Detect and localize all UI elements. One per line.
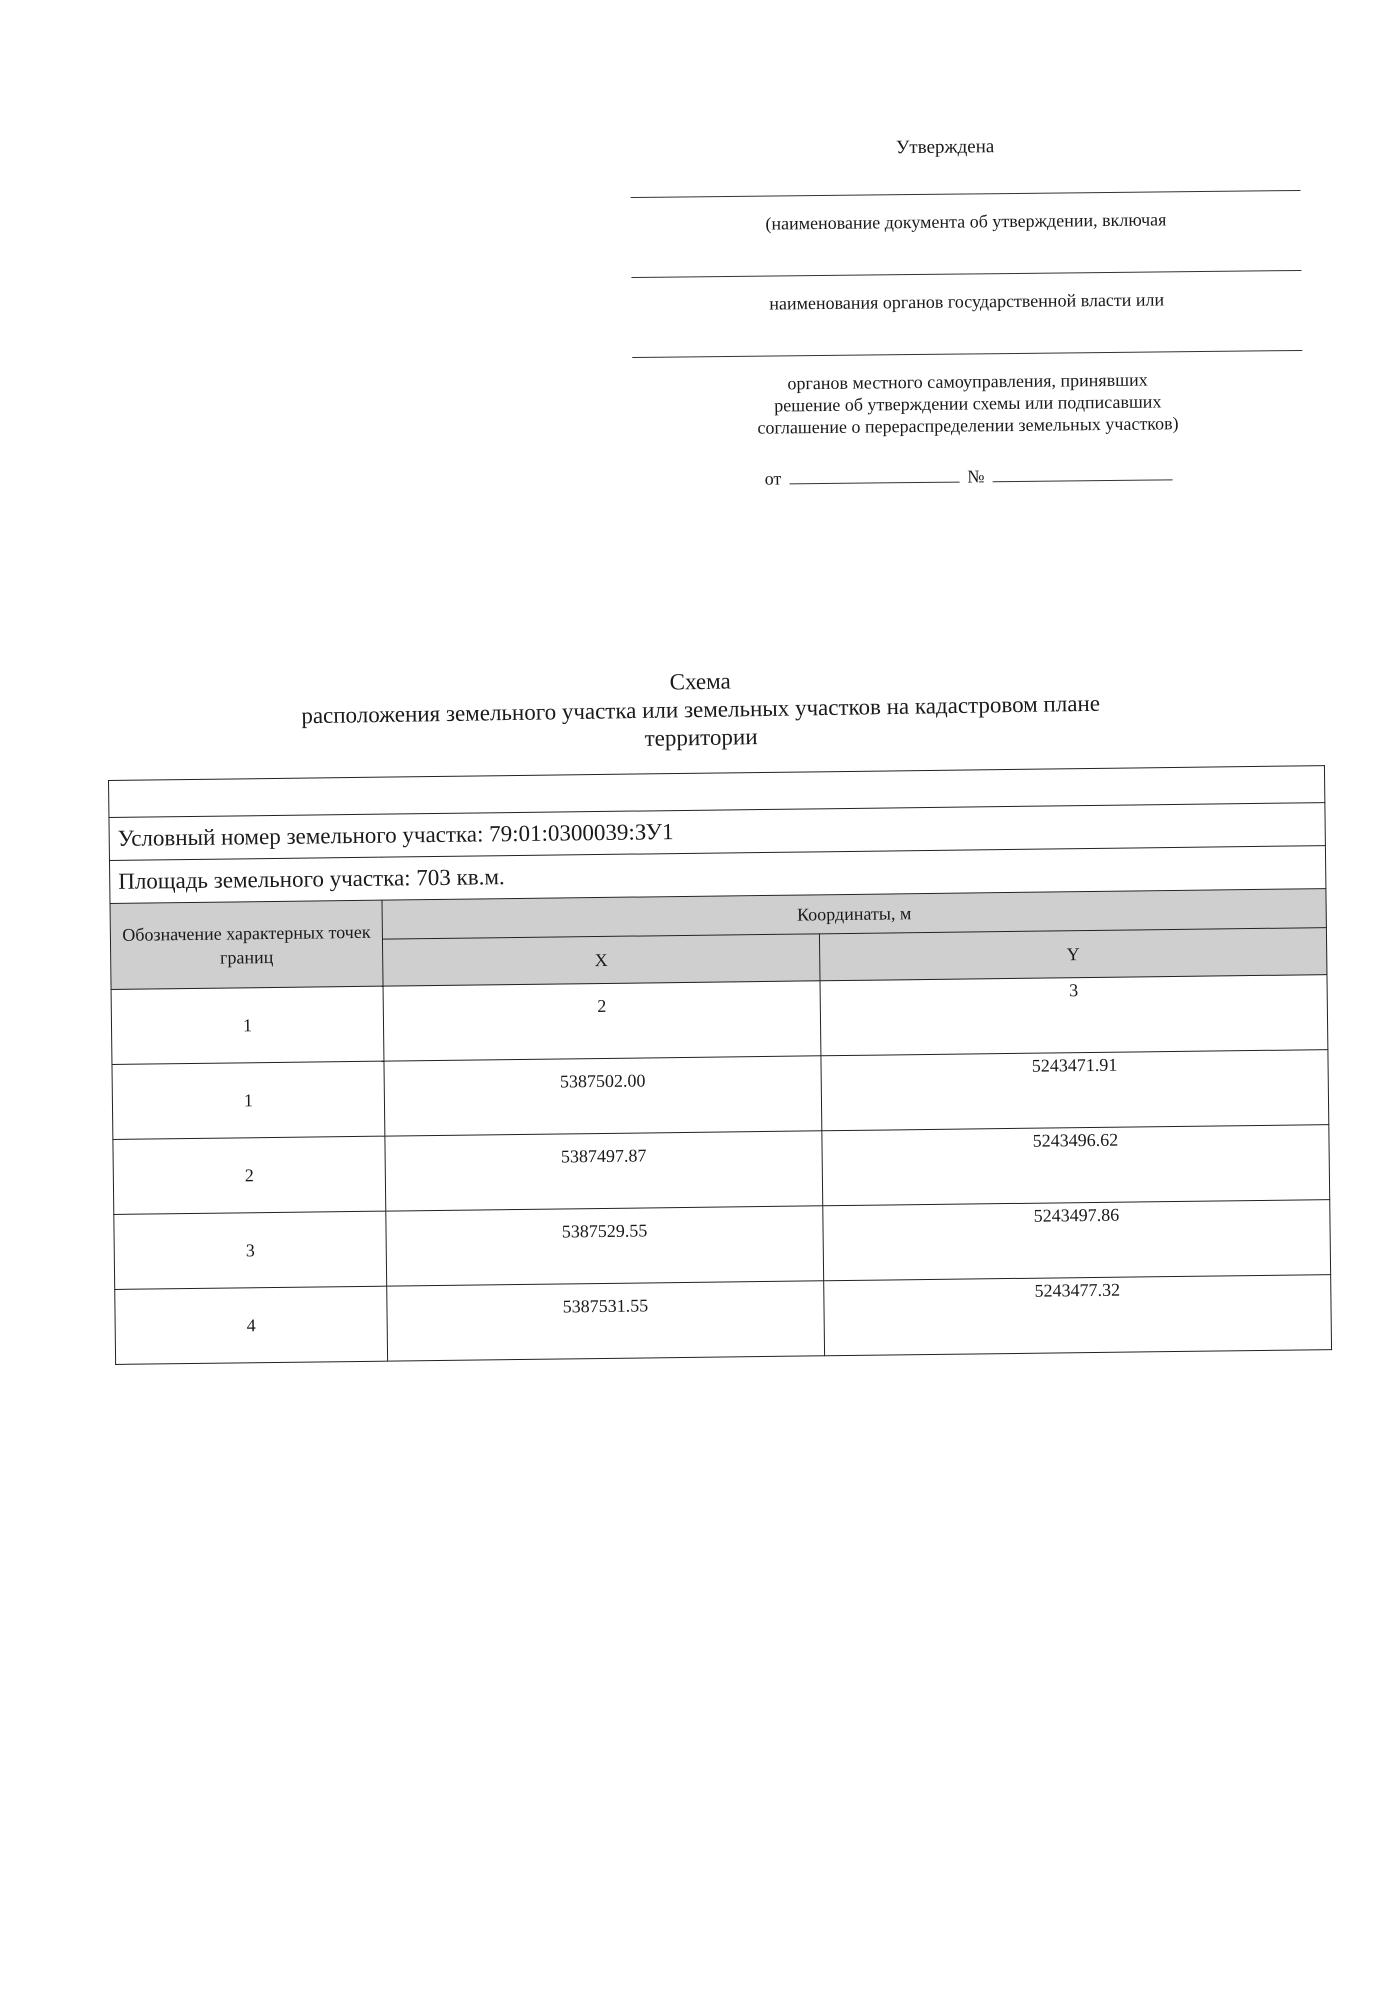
coord-y: 5243497.86 [823,1200,1331,1281]
parcel-number: Условный номер земельного участка: 79:01:0300039:ЗУ1 [109,803,1325,861]
point-id: 4 [115,1286,388,1364]
approval-caption-3-line-2: решение об утверждении схемы или подписавших [774,391,1162,416]
column-number-1: 1 [111,986,384,1064]
number-sign: № [967,466,985,487]
approval-fill-line-3 [632,349,1302,358]
point-id: 3 [114,1211,387,1289]
scheme-subtitle-line-1: расположения земельного участка или земельных участков на кадастровом плане [301,690,1101,729]
scheme-title: Схема [669,668,731,695]
column-number-3: 3 [820,975,1328,1056]
coord-x: 5387529.55 [386,1206,824,1286]
approval-fill-line-2 [631,269,1301,278]
approval-caption-3 [632,367,1303,440]
approval-caption-2: наименования органов государственной власти или [769,289,1165,314]
coord-x: 5387502.00 [384,1056,822,1136]
date-prefix: от [764,468,782,489]
parcel-area: Площадь земельного участка: 703 кв.м. [109,846,1325,904]
point-id: 1 [112,1061,385,1139]
coord-y: 5243496.62 [822,1125,1330,1206]
coord-x: 5387531.55 [387,1281,825,1361]
header-x: X [382,934,820,986]
scheme-heading [200,660,1201,760]
approval-caption-3-line-3: соглашение о перераспределении земельных участков) [757,413,1179,438]
date-blank [789,481,959,485]
header-coordinates: Координаты, м [382,889,1326,940]
coord-y: 5243477.32 [824,1275,1332,1356]
approval-date-line [633,463,1303,491]
approval-caption-1: (наименование документа об утверждении, включая [765,209,1167,234]
approval-caption-3-line-1: органов местного самоуправления, принявших [787,369,1148,394]
coord-y: 5243471.91 [821,1050,1329,1131]
coordinates-table [108,765,1332,1365]
column-number-2: 2 [383,981,821,1061]
approval-fill-line-1 [631,189,1301,198]
coord-x: 5387497.87 [385,1131,823,1211]
table-row [115,1275,1332,1365]
number-blank [992,478,1172,482]
approval-title: Утверждена [895,136,995,159]
coordinates-table-wrap [108,765,1332,1365]
scheme-subtitle-line-2: территории [644,724,758,751]
header-y: Y [819,928,1327,981]
header-points: Обозначение характерных точек границ [110,900,383,989]
point-id: 2 [113,1136,386,1214]
approval-block [630,133,1304,491]
